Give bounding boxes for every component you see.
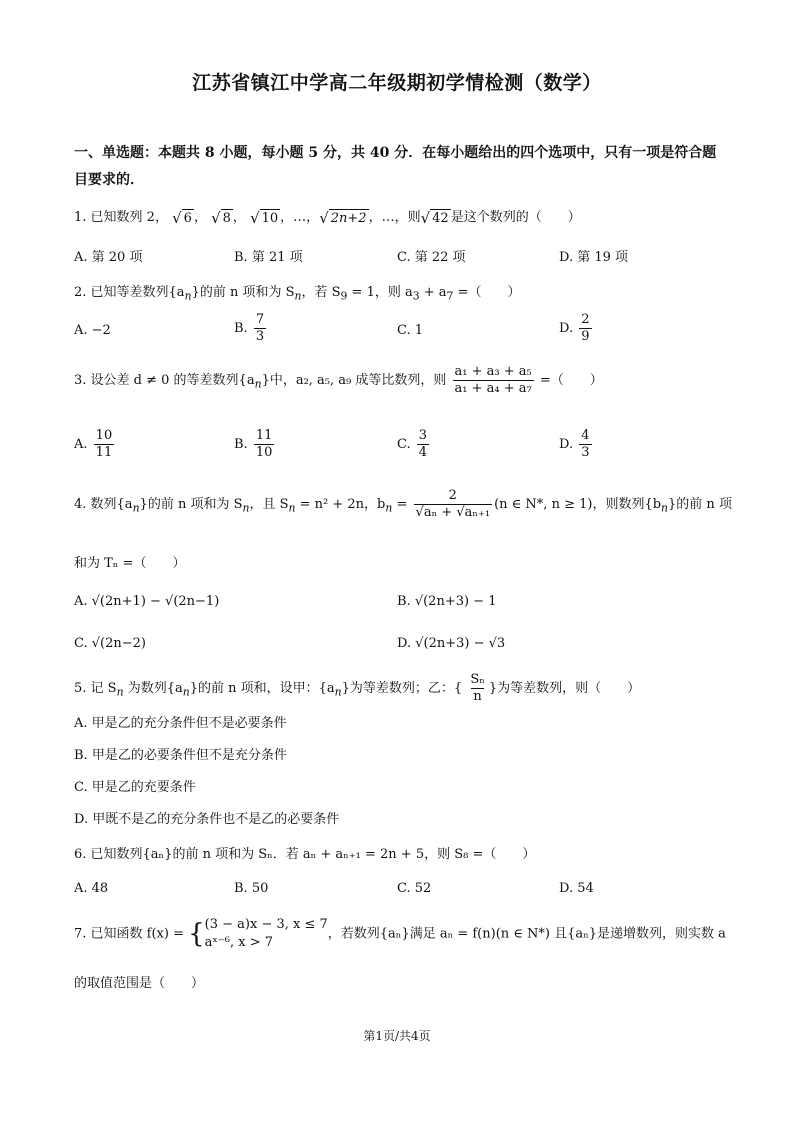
question-1: 1. 已知数列 2， √ 6 ， √ 8 ， √ 10 ，…， √ 2n+2 ，…，则 √ 42 是这个数列的（ ）: [74, 208, 581, 227]
q1-option-c: C. 第 22 项: [397, 250, 466, 265]
q7-line-2: 的取值范围是（ ）: [74, 976, 205, 991]
page-title: 江苏省镇江中学高二年级期初学情检测（数学）: [192, 72, 602, 94]
question-3: 3. 设公差 d ≠ 0 的等差数列$\{a_n\}$中，a₂, a₅, a₉ 成等比数列，则 $\frac{\text{a₁ + a₃ + a₅}}{\text{a₁ + a₄ + a₇}}$ =（ ）: [74, 364, 603, 396]
q5-option-a: A. 甲是乙的充分条件但不是必要条件: [74, 716, 287, 731]
q1-option-b: B. 第 21 项: [234, 250, 303, 265]
q6-option-b: B. 50: [234, 881, 269, 896]
q4-line-2: 和为 Tₙ =（ ）: [74, 556, 186, 571]
q1-root-1: √ 6: [172, 208, 192, 227]
q4-option-c: C. √(2n−2): [74, 636, 146, 651]
q6-option-a: A. 48: [74, 881, 109, 896]
question-5: 5. 记 $S_n$ 为数列$\{a_n\}$的前 n 项和，设甲：$\{a_n\}$为等差数列；乙：{ $\frac{\text{Sₙ}}{n}$ }为等差数列，则（ ）: [74, 672, 641, 704]
q3-option-b: B. $\frac{11}{10}$: [234, 428, 273, 460]
q1-option-d: D. 第 19 项: [559, 250, 629, 265]
q2-option-c: C. 1: [397, 323, 424, 338]
q3-option-c: C. $\frac{3}{4}$: [397, 428, 428, 460]
q1-root-2: √ 8: [211, 208, 231, 227]
q1-option-a: A. 第 20 项: [74, 250, 143, 265]
section-heading: 一、单选题：本题共 8 小题，每小题 5 分，共 40 分．在每小题给出的四个选项中，只有一项是符合题目要求的．: [74, 145, 717, 188]
question-4: 4. 数列$\{a_n\}$的前 n 项和为 $S_n$，且 $S_n = n^2 + 2n$，$b_n$ = $\frac{2}{\text{√aₙ + √aₙ₊₁}}$ (n ∈ N*, n ≥ 1)，则数列$\{b_n\}$的前 n 项: [74, 488, 732, 520]
piecewise-definition: (3 − a)x − 3, x ≤ 7 aˣ⁻⁶, x > 7: [204, 917, 328, 950]
q1-root-3: √ 10: [250, 208, 279, 227]
q5-fraction: $\frac{\text{Sₙ}}{n}$: [470, 672, 485, 704]
q1-prefix: 1. 已知数列 2，: [74, 210, 168, 225]
q5-option-c: C. 甲是乙的充要条件: [74, 780, 196, 795]
q1-root-5: √ 42: [420, 208, 449, 227]
question-2: 2. 已知等差数列$\{a_n\}$的前 n 项和为 $S_n$，若 $S_9 = 1$，则 $a_3 + a_7$ =（ ）: [74, 285, 521, 303]
q4-option-b: B. √(2n+3) − 1: [397, 594, 497, 609]
page-footer: 第1页/共4页: [363, 1029, 431, 1043]
q5-option-b: B. 甲是乙的必要条件但不是充分条件: [74, 748, 287, 763]
q2-option-a: A. −2: [74, 323, 111, 338]
q3-option-d: D. $\frac{4}{3}$: [559, 428, 590, 460]
q4-option-d: D. √(2n+3) − √3: [397, 636, 506, 651]
q4-option-a: A. √(2n+1) − √(2n−1): [74, 594, 220, 609]
q1-root-4: √ 2n+2: [319, 208, 367, 227]
q3-fraction: $\frac{\text{a₁ + a₃ + a₅}}{\text{a₁ + a₄ + a₇}}$: [454, 364, 532, 396]
q4-fraction: $\frac{2}{\text{√aₙ + √aₙ₊₁}}$: [415, 488, 491, 520]
q6-option-d: D. 54: [559, 881, 594, 896]
q2-option-b: B. $\frac{7}{3}$: [234, 312, 265, 344]
q5-option-d: D. 甲既不是乙的充分条件也不是乙的必要条件: [74, 812, 340, 827]
question-6: 6. 已知数列{aₙ}的前 n 项和为 Sₙ．若 aₙ + aₙ₊₁ = 2n + 5，则 S₈ =（ ）: [74, 847, 536, 862]
q6-option-c: C. 52: [397, 881, 432, 896]
piecewise-brace: {: [188, 919, 205, 949]
question-7: 7. 已知函数 f(x) = { (3 − a)x − 3, x ≤ 7 aˣ⁻⁶, x > 7 ，若数列{aₙ}满足 aₙ = f(n)(n ∈ N*) 且{aₙ}是递增数列，则实数 a: [74, 917, 726, 950]
q3-option-a: A. $\frac{10}{11}$: [74, 428, 113, 460]
q2-option-d: D. $\frac{2}{9}$: [559, 312, 590, 344]
